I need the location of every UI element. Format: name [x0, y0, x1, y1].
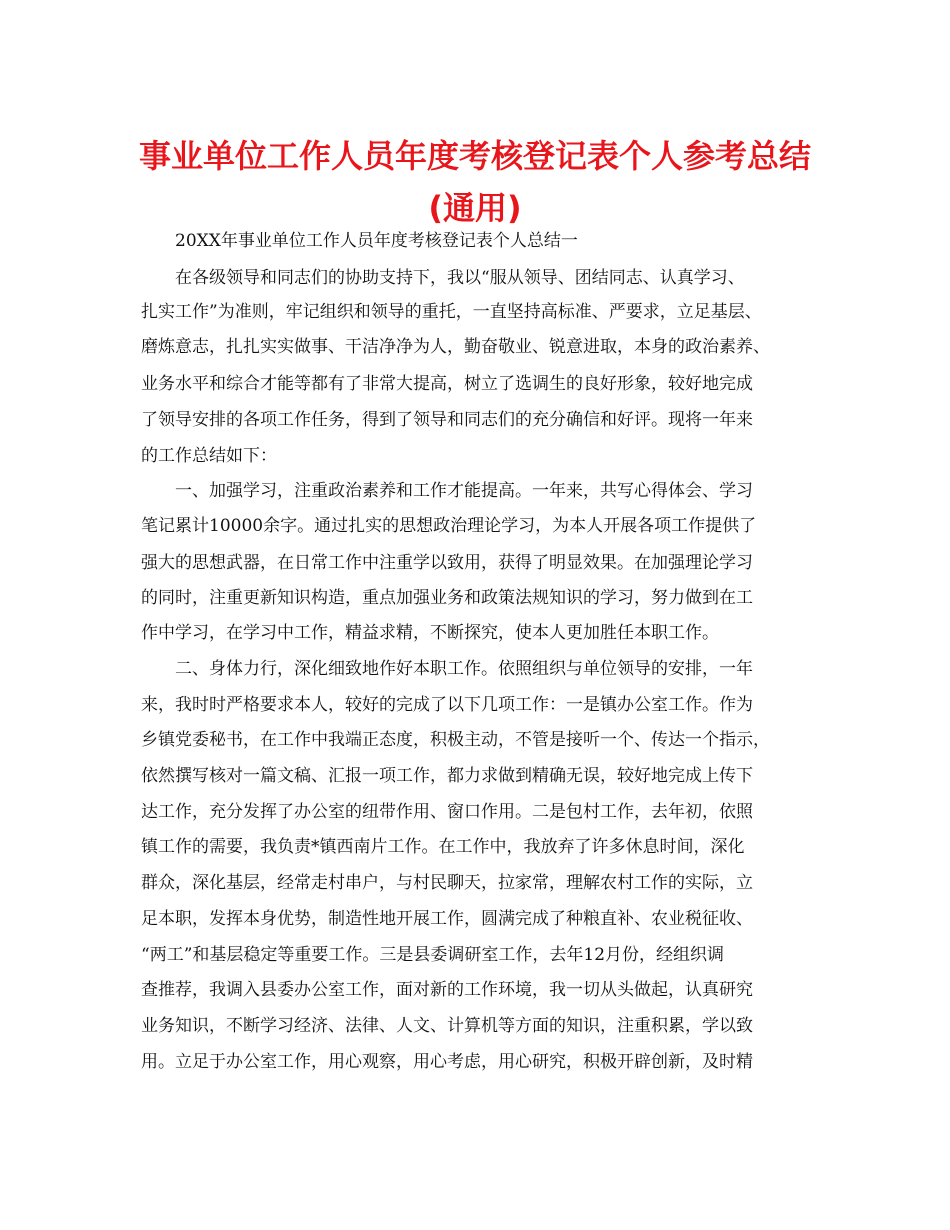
body-line-17: 达工作，充分发挥了办公室的纽带作用、窗口作用。二是包村工作，去年初，依照 [141, 802, 753, 822]
body-line-6: 了领导安排的各项工作任务，得到了领导和同志们的充分确信和好评。现将一年来 [141, 410, 753, 430]
body-line-7: 的工作总结如下： [141, 446, 277, 466]
body-line-16: 依然撰写核对一篇文稿、汇报一项工作，都力求做到精确无误，较好地完成上传下 [141, 766, 753, 786]
body-line-13: 二、身体力行，深化细致地作好本职工作。依照组织与单位领导的安排，一年 [175, 659, 753, 679]
body-line-1: 20XX年事业单位工作人员年度考核登记表个人总结一 [175, 231, 578, 251]
body-line-9: 笔记累计10000余字。通过扎实的思想政治理论学习，为本人开展各项工作提供了 [141, 516, 757, 536]
body-line-2: 在各级领导和同志们的协助支持下，我以“服从领导、团结同志、认真学习、 [175, 268, 745, 288]
body-line-21: “两工”和基层稳定等重要工作。三是县委调研室工作，去年12月份，经组织调 [141, 945, 725, 965]
document-title: 事业单位工作人员年度考核登记表个人参考总结 [138, 137, 811, 175]
body-line-5: 业务水平和综合才能等都有了非常大提高，树立了选调生的良好形象，较好地完成 [141, 374, 753, 394]
body-line-4: 磨炼意志，扎扎实实做事、干洁净净为人，勤奋敬业、锐意进取，本身的政治素养、 [141, 337, 770, 357]
body-line-24: 用。立足于办公室工作，用心观察，用心考虑，用心研究，积极开辟创新，及时精 [141, 1052, 753, 1072]
body-line-20: 足本职，发挥本身优势，制造性地开展工作，圆满完成了种粮直补、农业税征收、 [141, 909, 753, 929]
document-title-suffix: (通用) [428, 189, 522, 227]
body-line-12: 作中学习，在学习中工作，精益求精，不断探究，使本人更加胜任本职工作。 [141, 623, 719, 643]
body-line-15: 乡镇党委秘书，在工作中我端正态度，积极主动，不管是接听一个、传达一个指示， [141, 730, 770, 750]
body-line-23: 业务知识，不断学习经济、法律、人文、计算机等方面的知识，注重积累，学以致 [141, 1016, 753, 1036]
body-line-14: 来，我时时严格要求本人，较好的完成了以下几项工作：一是镇办公室工作。作为 [141, 695, 753, 715]
body-line-18: 镇工作的需要，我负责*镇西南片工作。在工作中，我放弃了许多休息时间，深化 [141, 837, 745, 857]
body-line-19: 群众，深化基层，经常走村串户，与村民聊天，拉家常，理解农村工作的实际，立 [141, 873, 753, 893]
body-line-8: 一、加强学习，注重政治素养和工作才能提高。一年来，共写心得体会、学习 [175, 481, 753, 501]
body-line-11: 的同时，注重更新知识构造，重点加强业务和政策法规知识的学习，努力做到在工 [141, 588, 753, 608]
body-line-3: 扎实工作”为准则，牢记组织和领导的重托，一直坚持高标准、严要求，立足基层、 [141, 302, 762, 322]
body-line-10: 强大的思想武器，在日常工作中注重学以致用，获得了明显效果。在加强理论学习 [141, 553, 753, 573]
body-line-22: 查推荐，我调入县委办公室工作，面对新的工作环境，我一切从头做起，认真研究 [141, 980, 753, 1000]
